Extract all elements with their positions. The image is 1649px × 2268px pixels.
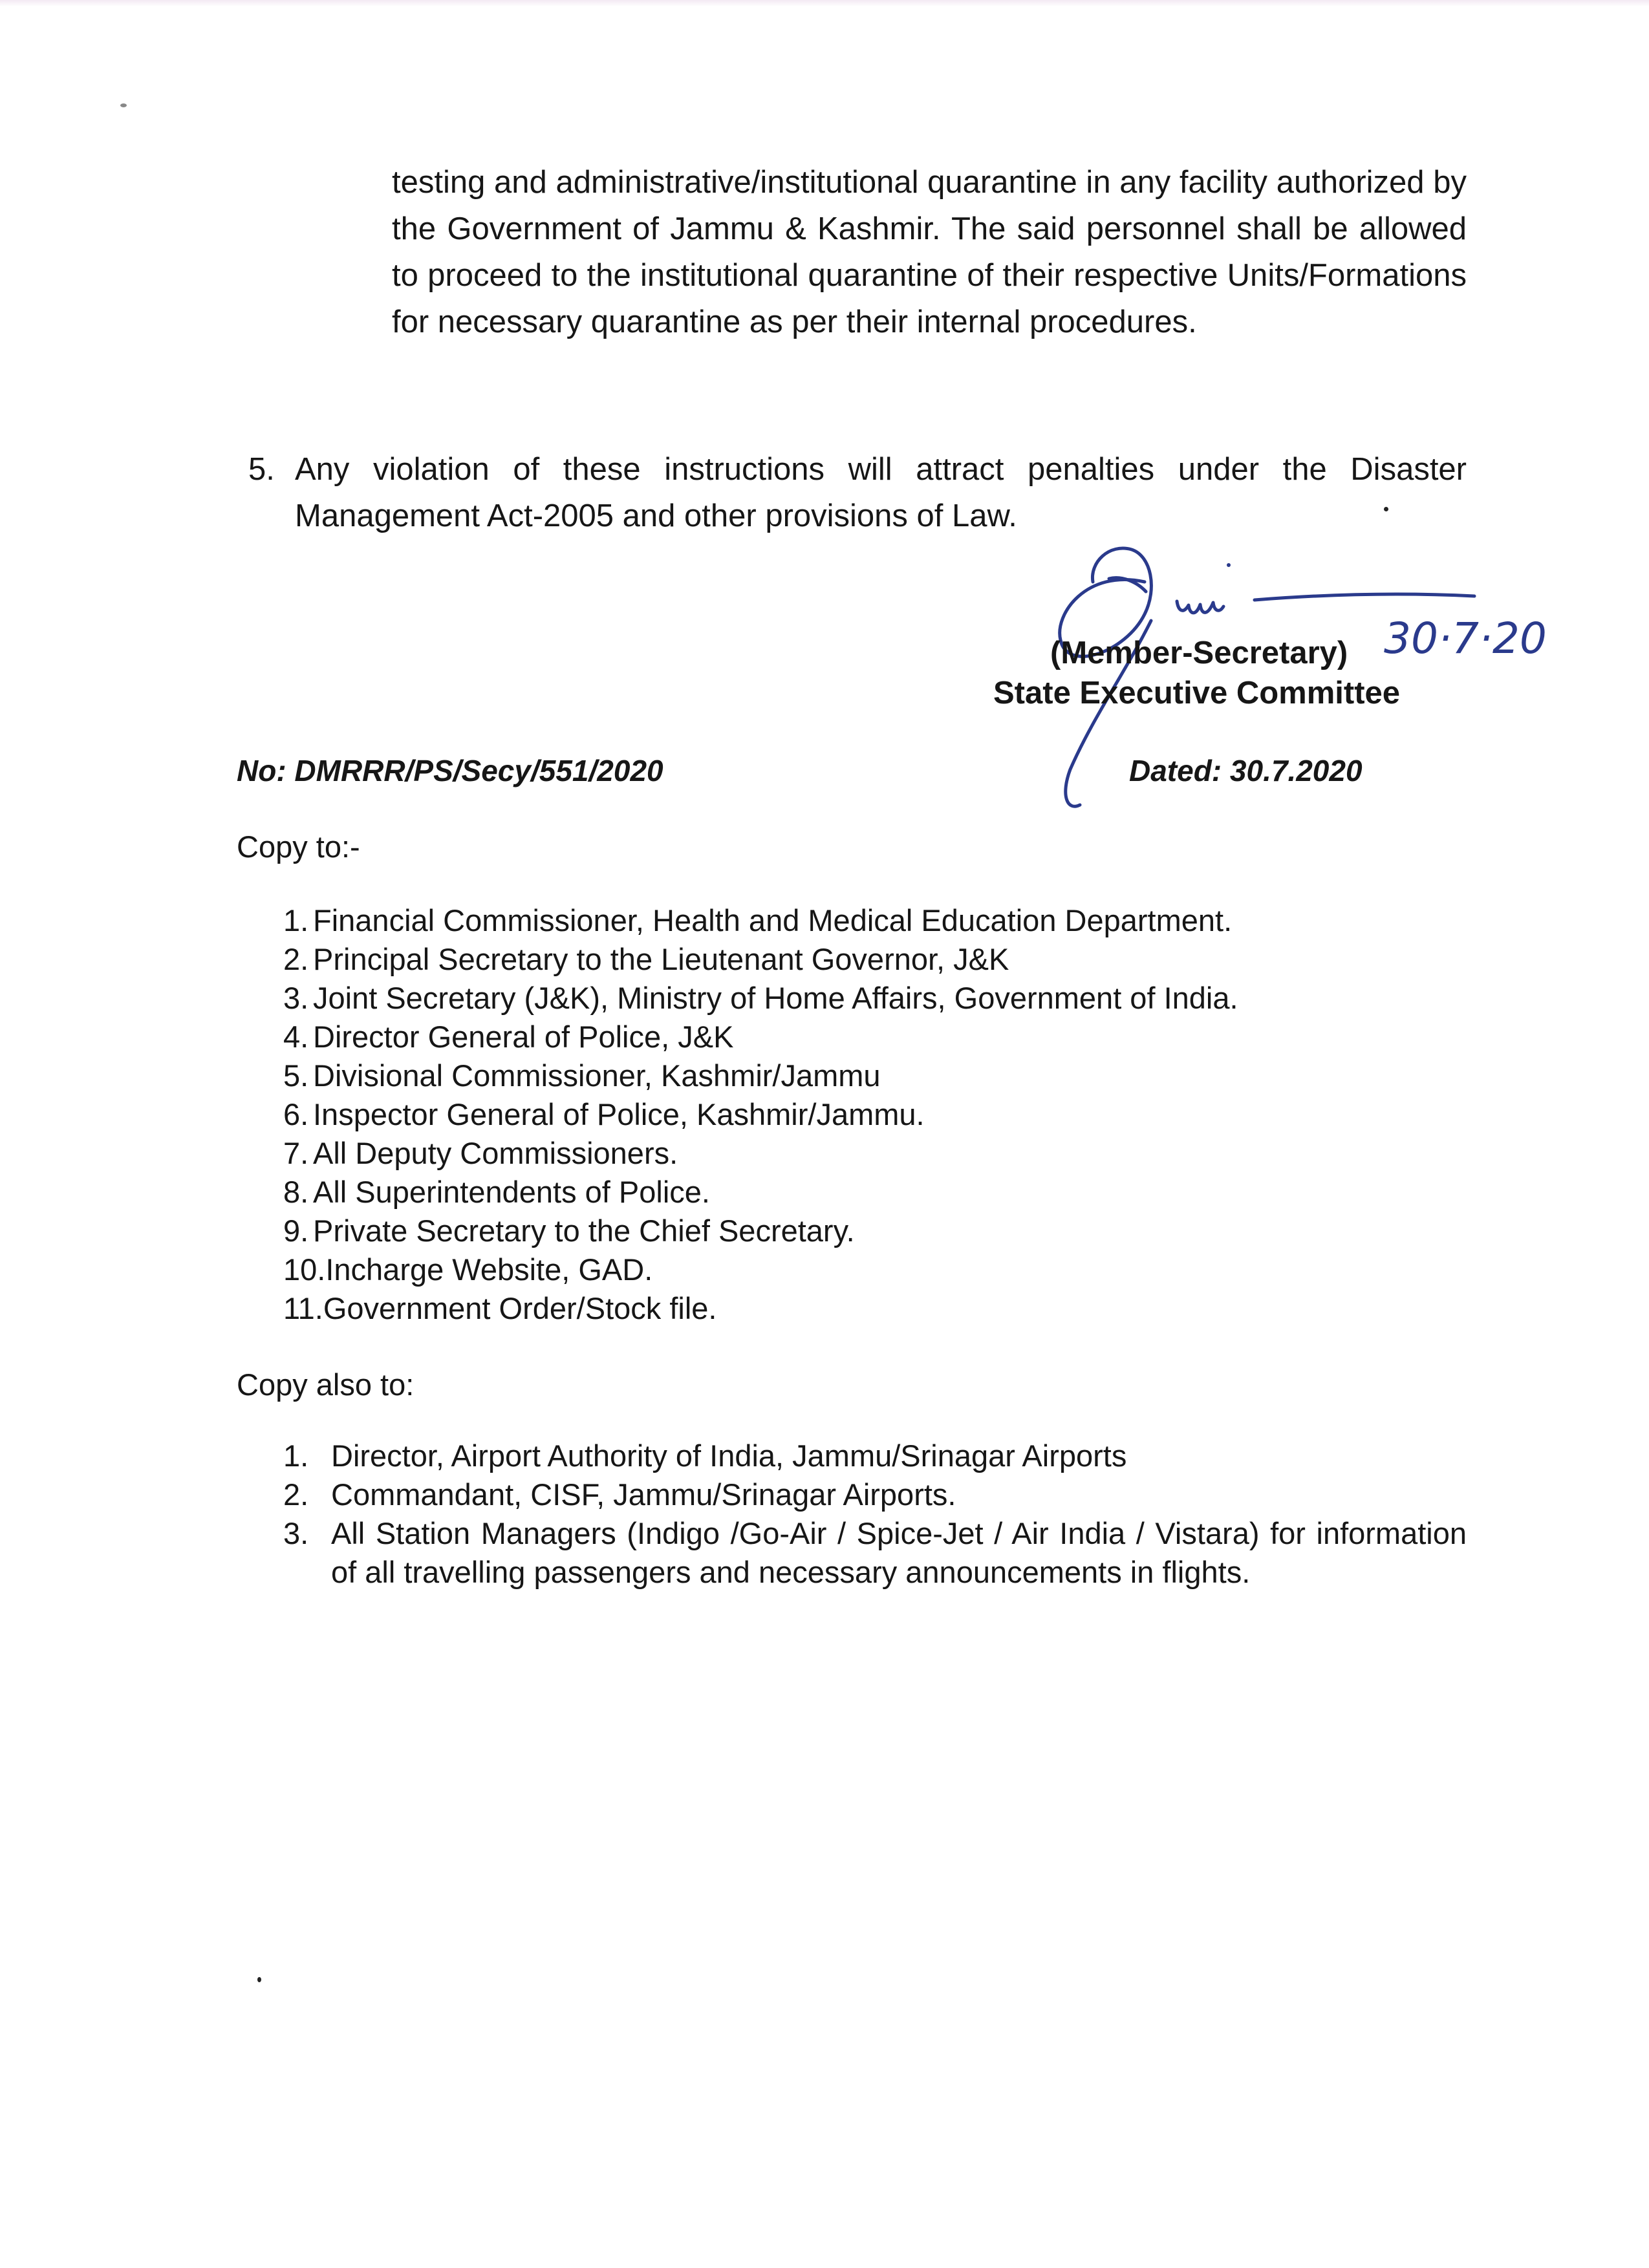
list-item-number: 9. [283,1214,309,1248]
list-item-text: Director General of Police, J&K [313,1020,734,1054]
list-item [283,1095,1473,1134]
scan-speck [1384,507,1388,511]
list-item-number: 6. [283,1097,309,1131]
list-item-text: All Station Managers (Indigo /Go-Air / Spice-Jet / Air India / Vistara) for information of all travelling passengers and necessary announcements in flights. [331,1516,1467,1589]
intro-paragraph: testing and administrative/institutional quarantine in any facility authorized by the Government of Jammu & Kashmir. The said personnel shall be allowed to proceed to the institutional quarantine of their respective Units/Formations for necessary quarantine as per their internal procedures. [392,165,1467,339]
list-item-text: Commandant, CISF, Jammu/Srinagar Airports. [331,1477,956,1512]
list-item-number: 10. [283,1252,326,1287]
list-item [283,940,1473,979]
list-item-number: 1. [283,1439,309,1473]
list-item [283,979,1473,1018]
copy-to-heading: Copy to:- [237,829,360,864]
list-item-text: Joint Secretary (J&K), Ministry of Home Affairs, Government of India. [313,981,1238,1015]
list-item [283,1437,1467,1475]
list-item [283,1056,1473,1095]
list-item-number: 2. [283,1477,309,1512]
list-item-text: All Superintendents of Police. [313,1175,710,1209]
signatory-organization: State Executive Committee [993,676,1401,711]
list-item [283,1475,1467,1514]
list-item-number: 3. [283,1516,309,1550]
list-item-number: 3. [283,981,309,1015]
list-item [283,1173,1473,1212]
list-item [283,1134,1473,1173]
list-item-number: 1. [283,903,309,937]
clause-number: 5. [248,452,275,487]
clause-text: Any violation of these instructions will attract penalties under the Disaster Management Act-2005 and other provisions of Law. [295,452,1467,533]
list-item [283,1289,1473,1328]
copy-to-list [283,901,1473,1328]
scan-speck [257,1977,261,1982]
handwritten-date: 30·7·20 [1384,614,1547,663]
scan-speck [120,103,127,107]
list-item-number: 2. [283,942,309,976]
list-item [283,1514,1467,1592]
list-item-number: 7. [283,1136,309,1170]
list-item-number: 4. [283,1020,309,1054]
list-item-text: All Deputy Commissioners. [313,1136,678,1170]
list-item [283,901,1473,940]
list-item-number: 11. [283,1291,323,1325]
list-item-number: 8. [283,1175,309,1209]
signatory-role: (Member-Secretary) [1050,636,1348,670]
reference-number: No: DMRRR/PS/Secy/551/2020 [237,754,663,787]
list-item-text: Incharge Website, GAD. [325,1252,653,1287]
list-item-text: Financial Commissioner, Health and Medical Education Department. [313,903,1233,937]
list-item-text: Private Secretary to the Chief Secretary. [313,1214,855,1248]
list-item-text: Inspector General of Police, Kashmir/Jammu. [313,1097,925,1131]
reference-date: Dated: 30.7.2020 [1129,754,1363,787]
list-item-text: Divisional Commissioner, Kashmir/Jammu [313,1058,881,1093]
list-item-text: Director, Airport Authority of India, Jammu/Srinagar Airports [331,1439,1127,1473]
list-item-text: Principal Secretary to the Lieutenant Governor, J&K [313,942,1009,976]
list-item [283,1212,1473,1250]
copy-also-to-heading: Copy also to: [237,1367,415,1402]
copy-also-to-list [283,1437,1467,1592]
list-item-text: Government Order/Stock file. [323,1291,717,1325]
list-item-number: 5. [283,1058,309,1093]
list-item [283,1250,1473,1289]
list-item [283,1018,1473,1056]
scan-edge [0,0,1649,6]
